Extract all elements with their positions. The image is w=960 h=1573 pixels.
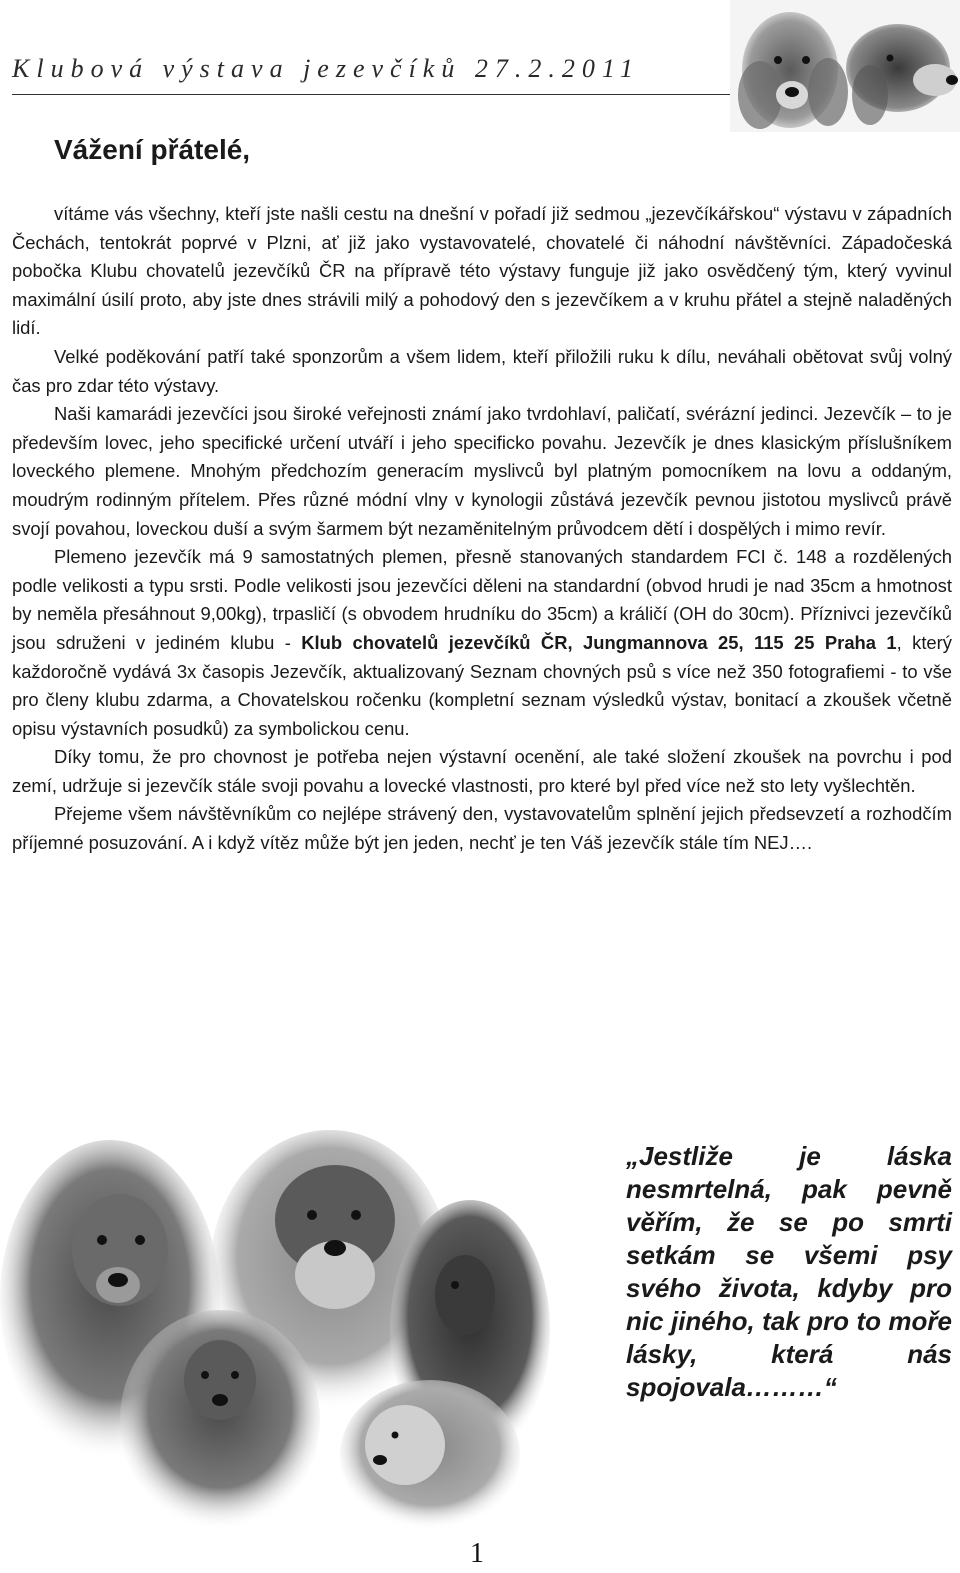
page-number: 1	[470, 1538, 484, 1569]
dachshund-group-illustration	[0, 1100, 640, 1530]
paragraph-breeding: Díky tomu, že pro chovnost je potřeba nejen výstavní ocenění, ale také složení zkoušek na povrchu i pod zemí, udržuje si jezevčík stále svoji povahu a lovecké vlastnosti, pro které byl před více než sto lety vyšlechtěn.	[12, 746, 952, 796]
paragraph-breeds	[12, 543, 952, 743]
closing-quote: „Jestliže je láska nesmrtelná, pak pevně věřím, že se po smrti setkám se všemi psy svého života, kdyby pro nic jiného, tak pro to moře lásky, která nás spojovala………“	[626, 1141, 952, 1402]
paragraph-welcome: vítáme vás všechny, kteří jste našli cestu na dnešní v pořadí již sedmou „jezevčíkářskou“ výstavu v západních Čechách, tentokrát poprvé v Plzni, ať již jako vystavovatelé, chovatelé či náhodní návštěvníci. Západočeská pobočka Klubu chovatelů jezevčíků ČR na přípravě této výstavy funguje již jako osvědčený tým, který vyvinul maximální úsilí proto, aby jste dnes strávili milý a pohodový den s jezevčíkem a v kruhu přátel a stejně naladěných lidí.	[12, 203, 952, 339]
paragraph-character: Naši kamarádi jezevčíci jsou široké veřejnosti známí jako tvrdohlaví, paličatí, svérázní jedinci. Jezevčík – to je především lovec, jeho specifické určení utváří i jeho specificko povahu. Jezevčík je dnes klasickým příslušníkem loveckého plemene. Mnohým předchozím generacím myslivců byl platným pomocníkem na lovu a oddaným, moudrým rodinným přítelem. Přes různé módní vlny v kynologii zůstává jezevčík pevnou jistotou myslivců právě svojí povahou, loveckou duší a svým šarmem být nezaměnitelným průvodcem dětí i dospělých i mimo revír.	[12, 403, 952, 539]
dachshund-heads-illustration	[730, 0, 960, 132]
breeds-text-before: Plemeno jezevčík má 9 samostatných plemen, přesně stanovaných standardem FCI č. 148 a rozdělených podle velikosti a typu srsti. Podle velikosti jsou jezevčíci děleni na standardní (obvod hrudi je nad 35cm a hmotnost by neměla přesáhnout 9,00kg), trpasličí (s obvodem hrudníku do 35cm) a králičí (OH do 30cm). Příznivci jezevčíků jsou sdruženi v jediném klubu -	[12, 546, 952, 653]
paragraph-wishes: Přejeme všem návštěvníkům co nejlépe strávený den, vystavovatelům splnění jejich předsevzetí a rozhodčím příjemné posuzování. A i když vítěz může být jen jeden, nechť je ten Váš jezevčík stále tím NEJ….	[12, 803, 952, 854]
letter-body	[12, 200, 952, 858]
breeds-text-after: , který každoročně vydává 3x časopis Jezevčík, aktualizovaný Seznam chovných psů s více než 350 fotografiemi - to vše pro členy klubu zdarma, a Chovatelskou ročenku (kompletní seznam výsledků výstav, bonitací a zkoušek včetně opisu výstavních posudků) za symbolickou cenu.	[12, 631, 952, 739]
paragraph-thanks: Velké poděkování patří také sponzorům a všem lidem, kteří přiložili ruku k dílu, neváhali obětovat svůj volný čas pro zdar této výstavy.	[12, 345, 952, 396]
club-address: Klub chovatelů jezevčíků ČR, Jungmannova 25, 115 25 Praha 1	[301, 631, 897, 653]
header-title: Klubová výstava jezevčíků 27.2.2011	[12, 54, 640, 83]
greeting: Vážení přátelé,	[54, 134, 251, 165]
